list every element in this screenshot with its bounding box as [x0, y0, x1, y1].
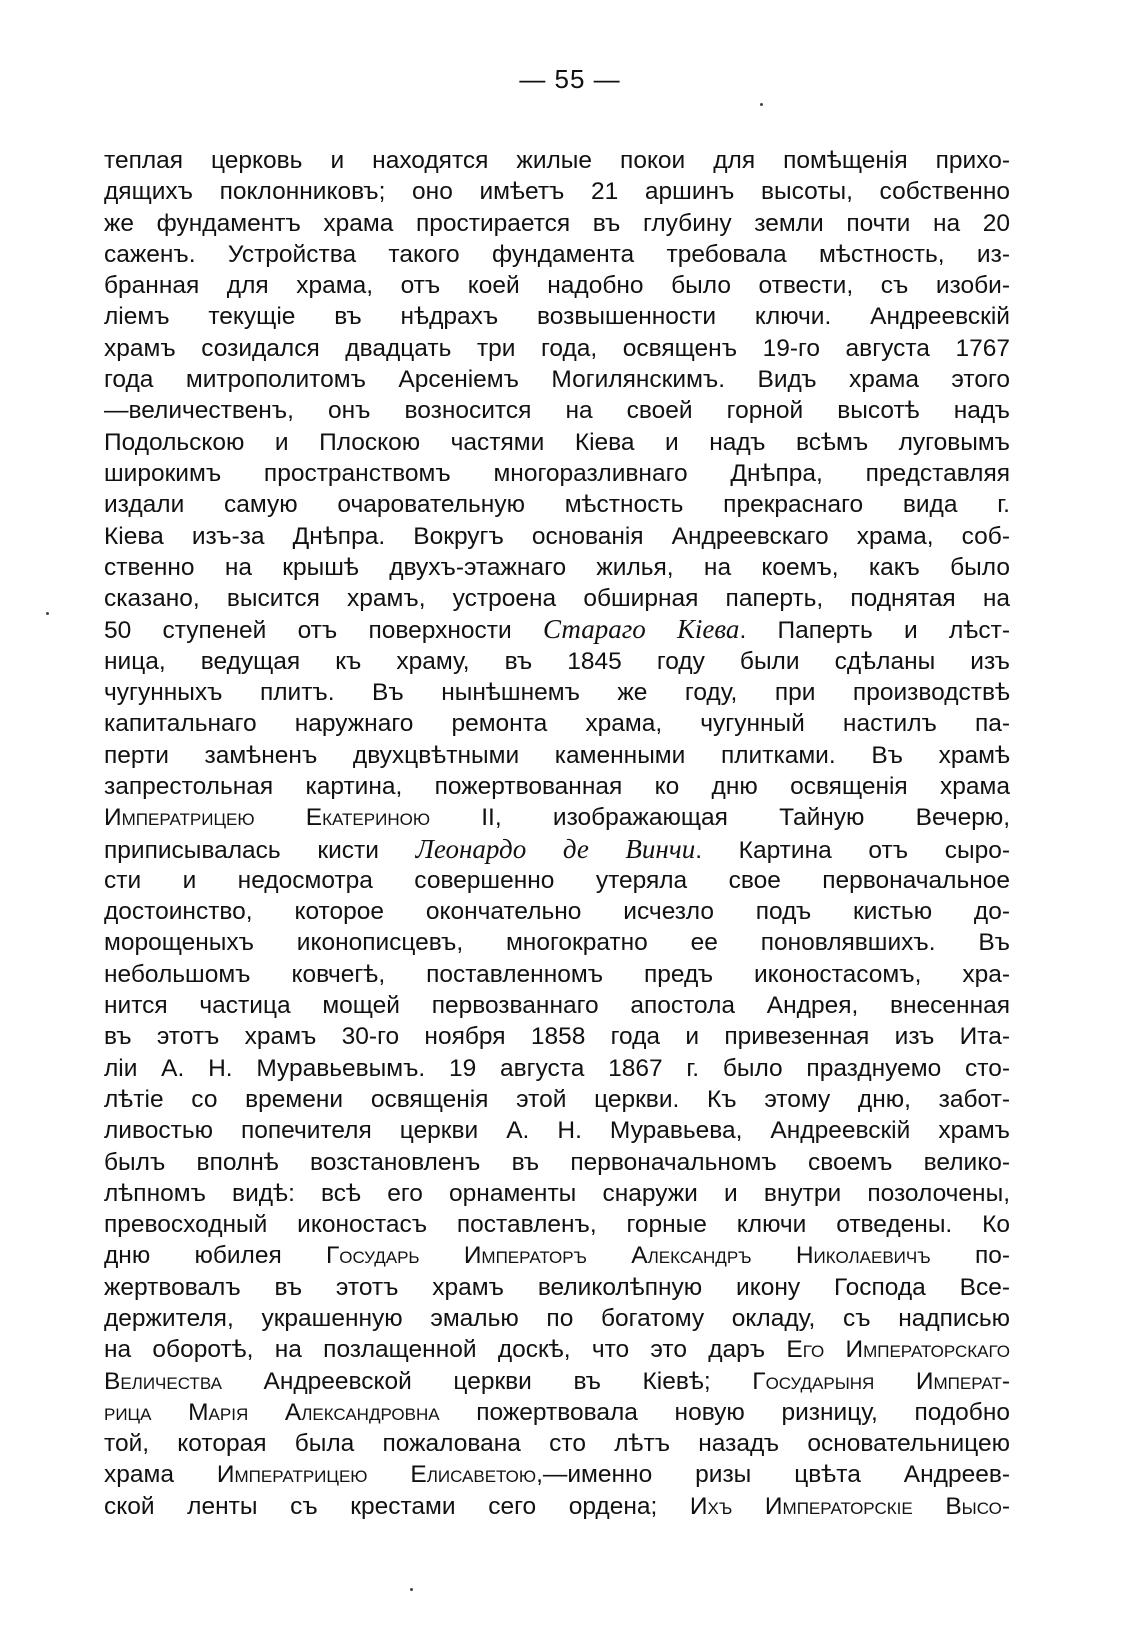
text-line — [104, 1053, 1010, 1084]
text-segment: въ этотъ храмъ 30-го ноября 1858 года и привезенная изъ Ита- — [104, 1023, 1010, 1051]
text-segment: запрестольная картина, пожертвованная ко дню освященія храма — [104, 772, 1010, 800]
text-line — [104, 458, 1010, 489]
text-line — [104, 1366, 1010, 1397]
text-segment: . Картина отъ сыро- — [695, 836, 1010, 864]
text-segment: капитальнаго наружнаго ремонта храма, чугунный настилъ па- — [104, 710, 1010, 738]
text-segment: лѣпномъ видѣ: всѣ его орнаменты снаружи и внутри позолочены, — [104, 1179, 1010, 1207]
text-segment: ница, ведущая къ храму, въ 1845 году были сдѣланы изъ — [104, 647, 1010, 675]
smallcaps-segment: Государыня Императ- — [752, 1367, 1010, 1395]
text-line — [104, 176, 1010, 207]
text-line — [104, 1084, 1010, 1115]
text-line — [104, 1459, 1010, 1490]
text-line — [104, 301, 1010, 332]
text-segment: ской ленты съ крестами сего ордена; — [104, 1492, 690, 1520]
text-line — [104, 1178, 1010, 1209]
smallcaps-segment: Императрицею Екатериною — [104, 804, 431, 832]
text-segment: II, изображающая Тайную Вечерю, — [430, 804, 1011, 832]
text-line — [104, 990, 1010, 1021]
text-line — [104, 959, 1010, 990]
text-line — [104, 834, 1010, 865]
text-line — [104, 927, 1010, 958]
text-line — [104, 1209, 1010, 1240]
text-segment: лѣтіе со времени освященія этой церкви. Къ этому дню, забот- — [104, 1085, 1010, 1113]
text-line — [104, 489, 1010, 520]
text-segment: приписывалась кисти — [104, 836, 416, 864]
text-segment: храма — [104, 1461, 217, 1489]
text-segment: на оборотѣ, на позлащенной доскѣ, что это даръ — [104, 1336, 787, 1364]
body-text — [104, 145, 1010, 1522]
text-line — [104, 1147, 1010, 1178]
text-segment: широкимъ пространствомъ многоразливнаго Днѣпра, представляя — [104, 459, 1010, 487]
text-line — [104, 1021, 1010, 1052]
text-segment: сказано, высится храмъ, устроена обширная паперть, поднятая на — [104, 585, 1010, 613]
text-line — [104, 1334, 1010, 1365]
text-line — [104, 1428, 1010, 1459]
text-line — [104, 614, 1010, 645]
text-line — [104, 1115, 1010, 1146]
text-segment: Кіева изъ-за Днѣпра. Вокругъ основанія Андреевскаго храма, соб- — [104, 522, 1010, 550]
text-line — [104, 145, 1010, 176]
text-segment: Андреевской церкви въ Кіевѣ; — [221, 1367, 753, 1395]
text-line — [104, 1303, 1010, 1334]
text-line — [104, 1491, 1010, 1522]
text-line — [104, 708, 1010, 739]
text-segment: жертвовалъ въ этотъ храмъ великолѣпную икону Господа Все- — [104, 1273, 1010, 1301]
text-segment: же фундаментъ храма простирается въ глубину земли почти на 20 — [104, 209, 1010, 237]
text-line — [104, 1240, 1010, 1271]
text-line — [104, 740, 1010, 771]
smallcaps-segment: Ихъ Императорскіе Высо- — [689, 1492, 1010, 1520]
text-segment: ліемъ текущіе въ нѣдрахъ возвышенности ключи. Андреевскій — [104, 303, 1010, 331]
smallcaps-segment: рица Марія Александровна — [104, 1398, 440, 1426]
text-line — [104, 333, 1010, 364]
text-line — [104, 364, 1010, 395]
text-segment: морощеныхъ иконописцевъ, многократно ее поновлявшихъ. Въ — [104, 929, 1010, 957]
text-segment: ливостью попечителя церкви А. Н. Муравьева, Андреевскій храмъ — [104, 1117, 1010, 1145]
text-line — [104, 427, 1010, 458]
text-line — [104, 677, 1010, 708]
text-segment: небольшомъ ковчегѣ, поставленномъ предъ иконостасомъ, хра- — [104, 960, 1010, 988]
text-segment: былъ вполнѣ возстановленъ въ первоначальномъ своемъ велико- — [104, 1148, 1010, 1176]
text-segment: дню юбилея — [104, 1242, 326, 1270]
text-segment: ственно на крышѣ двухъ-этажнаго жилья, на коемъ, какъ было — [104, 553, 1010, 581]
text-segment: перти замѣненъ двухцвѣтными каменными плитками. Въ храмѣ — [104, 741, 1010, 769]
text-line — [104, 646, 1010, 677]
scan-speck — [46, 612, 49, 615]
scan-speck — [410, 1588, 413, 1591]
text-segment: издали самую очаровательную мѣстность прекраснаго вида г. — [104, 491, 1010, 519]
text-segment: нится частица мощей первозваннаго апостола Андрея, внесенная — [104, 992, 1010, 1020]
smallcaps-segment: Государь Императоръ Александръ Николаевичъ — [325, 1242, 931, 1270]
text-segment: саженъ. Устройства такого фундамента требовала мѣстность, из- — [104, 240, 1010, 268]
text-line — [104, 521, 1010, 552]
text-segment: достоинство, которое окончательно исчезло подъ кистью до- — [104, 898, 1010, 926]
text-segment: 50 ступеней отъ поверхности — [104, 617, 543, 645]
smallcaps-segment: Императрицею Елисаветою — [216, 1461, 537, 1489]
smallcaps-segment: Величества — [104, 1367, 222, 1395]
text-line — [104, 552, 1010, 583]
text-segment: пожертвовала новую ризницу, подобно — [439, 1398, 1010, 1426]
text-line — [104, 896, 1010, 927]
text-line — [104, 771, 1010, 802]
text-segment: держителя, украшенную эмалью по богатому окладу, съ надписью — [104, 1304, 1010, 1332]
text-segment: . Паперть и лѣст- — [739, 617, 1010, 645]
text-segment: ,—именно ризы цвѣта Андреев- — [536, 1461, 1010, 1489]
text-segment: храмъ созидался двадцать три года, освященъ 19-го августа 1767 — [104, 334, 1010, 362]
text-line — [104, 583, 1010, 614]
text-line — [104, 239, 1010, 270]
text-segment: по- — [930, 1242, 1010, 1270]
text-segment: года митрополитомъ Арсеніемъ Могилянскимъ. Видъ храма этого — [104, 366, 1010, 394]
text-segment: Подольскою и Плоскою частями Кіева и надъ всѣмъ луговымъ — [104, 428, 1010, 456]
italic-segment: Леонардо де Винчи — [415, 833, 696, 864]
text-segment: ліи А. Н. Муравьевымъ. 19 августа 1867 г. было празднуемо сто- — [104, 1054, 1010, 1082]
text-line — [104, 802, 1010, 833]
text-line — [104, 865, 1010, 896]
smallcaps-segment: Его Императорскаго — [786, 1336, 1010, 1364]
italic-segment: Стараго Кіева — [542, 614, 740, 645]
text-segment: теплая церковь и находятся жилые покои для помѣщенія прихо- — [104, 147, 1010, 174]
text-line — [104, 395, 1010, 426]
text-line — [104, 208, 1010, 239]
text-line — [104, 270, 1010, 301]
text-line — [104, 1397, 1010, 1428]
scan-speck — [760, 103, 763, 106]
text-segment: сти и недосмотра совершенно утеряла свое первоначальное — [104, 866, 1010, 894]
text-segment: той, которая была пожалована сто лѣтъ назадъ основательницею — [104, 1430, 1010, 1458]
page-number: — 55 — — [519, 64, 621, 94]
text-segment: чугунныхъ плитъ. Въ нынѣшнемъ же году, при производствѣ — [104, 679, 1010, 707]
text-line — [104, 1272, 1010, 1303]
text-segment: бранная для храма, отъ коей надобно было отвести, съ изоби- — [104, 272, 1010, 300]
text-segment: дящихъ поклонниковъ; оно имѣетъ 21 аршинъ высоты, собственно — [104, 178, 1010, 206]
text-segment: —величественъ, онъ возносится на своей горной высотѣ надъ — [104, 397, 1010, 425]
text-segment: превосходный иконостасъ поставленъ, горные ключи отведены. Ко — [104, 1211, 1010, 1239]
